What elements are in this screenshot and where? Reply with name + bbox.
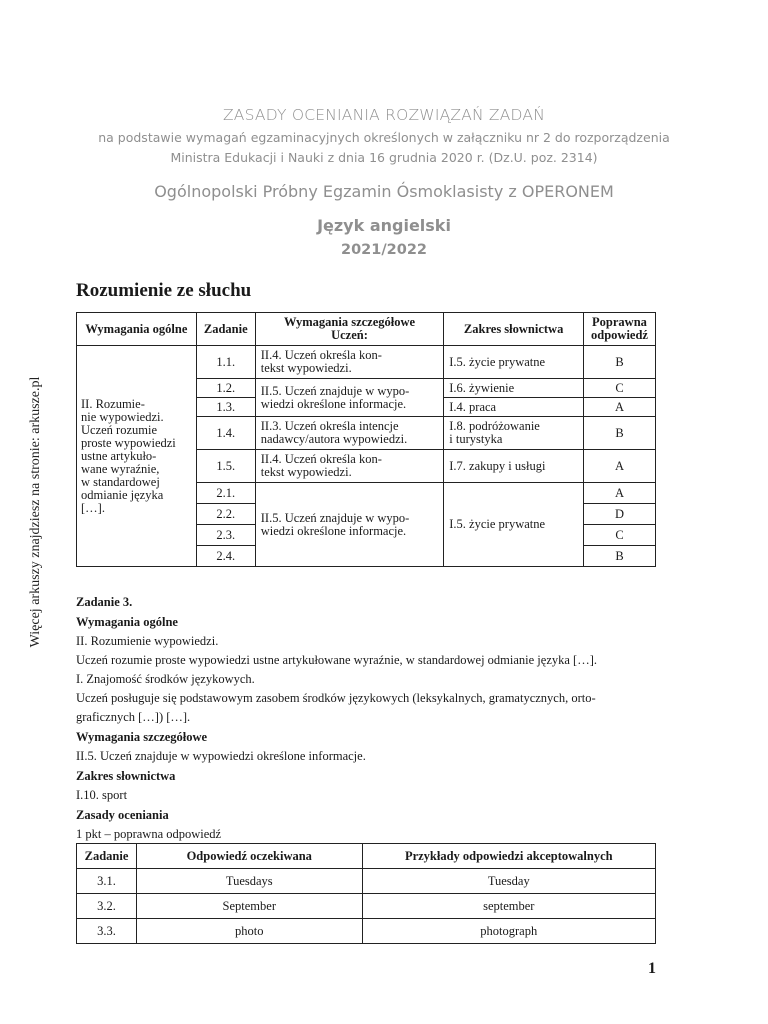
task3-section (76, 593, 656, 844)
side-watermark-text: Więcej arkuszy znajdziesz na stronie: arkusze.pl (28, 376, 43, 648)
table-header-row (77, 313, 656, 346)
expected-answer: photo (136, 919, 362, 944)
doc-subtitle-line1: na podstawie wymagań egzaminacyjnych określonych w załączniku nr 2 do rozporządzenia (98, 130, 670, 145)
vocab-scope: I.5. życie prywatne (444, 483, 584, 567)
header-answer: Poprawna odpowiedź (583, 313, 655, 346)
correct-answer: B (583, 417, 655, 450)
header-accepted: Przykłady odpowiedzi akceptowalnych (362, 844, 655, 869)
task3-general-line: II. Rozumienie wypowiedzi. (76, 634, 219, 648)
header-general: Wymagania ogólne (77, 313, 197, 346)
correct-answer: D (583, 504, 655, 525)
task3-general-line: graficznych […]) […]. (76, 710, 191, 724)
task3-general-line: I. Znajomość środków językowych. (76, 672, 255, 686)
table-row (77, 869, 656, 894)
task-number: 1.3. (196, 398, 255, 417)
task-number: 3.2. (77, 894, 137, 919)
correct-answer: A (583, 450, 655, 483)
header-expected: Odpowiedź oczekiwana (136, 844, 362, 869)
expected-answer: Tuesdays (136, 869, 362, 894)
vocab-scope: I.8. podróżowanie i turystyka (444, 417, 584, 450)
header-vocab: Zakres słownictwa (444, 313, 584, 346)
task-number: 2.1. (196, 483, 255, 504)
detailed-requirement: II.5. Uczeń znajduje w wypo- wiedzi określone informacje. (255, 483, 444, 567)
task3-scoring-label: Zasady oceniania (76, 808, 169, 822)
accepted-answer: Tuesday (362, 869, 655, 894)
vocab-scope: I.6. żywienie (444, 379, 584, 398)
header-task: Zadanie (196, 313, 255, 346)
task-number: 2.4. (196, 546, 255, 567)
table-row (77, 919, 656, 944)
task3-detailed-label: Wymagania szczegółowe (76, 730, 208, 744)
detailed-requirement: II.4. Uczeń określa kon- tekst wypowiedzi. (255, 346, 444, 379)
task-number: 1.5. (196, 450, 255, 483)
page-number: 1 (648, 960, 656, 977)
task3-general-line: Uczeń rozumie proste wypowiedzi ustne artykułowane wyraźnie, w standardowej odmianie języka […]. (76, 653, 597, 667)
task3-detailed-text: II.5. Uczeń znajduje w wypowiedzi określone informacje. (76, 749, 366, 763)
table-row (77, 346, 656, 379)
detailed-requirement: II.5. Uczeń znajduje w wypo- wiedzi określone informacje. (255, 379, 444, 417)
general-requirement: II. Rozumie- nie wypowiedzi. Uczeń rozumie proste wypowiedzi ustne artykuło- wane wyraźnie, w standardowej odmianie języka […]. (77, 346, 197, 567)
task3-vocab-text: I.10. sport (76, 788, 128, 802)
task3-vocab-label: Zakres słownictwa (76, 769, 176, 783)
subject-name: Język angielski (317, 216, 451, 235)
expected-answer: September (136, 894, 362, 919)
correct-answer: A (583, 483, 655, 504)
accepted-answer: photograph (362, 919, 655, 944)
detailed-requirement: II.3. Uczeń określa intencje nadawcy/autora wypowiedzi. (255, 417, 444, 450)
task-number: 3.3. (77, 919, 137, 944)
task-number: 1.2. (196, 379, 255, 398)
listening-answer-table (76, 312, 656, 567)
task-number: 1.1. (196, 346, 255, 379)
task-number: 2.2. (196, 504, 255, 525)
correct-answer: A (583, 398, 655, 417)
school-year: 2021/2022 (340, 242, 427, 258)
task3-title: Zadanie 3. (76, 595, 133, 609)
task-number: 3.1. (77, 869, 137, 894)
accepted-answer: september (362, 894, 655, 919)
table-row (77, 894, 656, 919)
table-header-row (77, 844, 656, 869)
task-number: 2.3. (196, 525, 255, 546)
task3-answer-table (76, 843, 656, 944)
correct-answer: C (583, 525, 655, 546)
doc-title: ZASADY OCENIANIA ROZWIĄZAŃ ZADAŃ (222, 106, 546, 124)
correct-answer: B (583, 346, 655, 379)
section-title: Rozumienie ze słuchu (76, 280, 252, 301)
correct-answer: C (583, 379, 655, 398)
header-detailed: Wymagania szczegółowe Uczeń: (255, 313, 444, 346)
doc-subtitle-line2: Ministra Edukacji i Nauki z dnia 16 grudnia 2020 r. (Dz.U. poz. 2314) (170, 150, 598, 165)
vocab-scope: I.4. praca (444, 398, 584, 417)
header-task: Zadanie (77, 844, 137, 869)
task3-general-line: Uczeń posługuje się podstawowym zasobem środków językowych (leksykalnych, gramatycznych, orto- (76, 691, 596, 705)
correct-answer: B (583, 546, 655, 567)
task3-scoring-text: 1 pkt – poprawna odpowiedź (76, 827, 222, 841)
task-number: 1.4. (196, 417, 255, 450)
vocab-scope: I.5. życie prywatne (444, 346, 584, 379)
vocab-scope: I.7. zakupy i usługi (444, 450, 584, 483)
task3-general-label: Wymagania ogólne (76, 615, 178, 629)
detailed-requirement: II.4. Uczeń określa kon- tekst wypowiedzi. (255, 450, 444, 483)
exam-name: Ogólnopolski Próbny Egzamin Ósmoklasisty z OPERONEM (154, 182, 614, 201)
